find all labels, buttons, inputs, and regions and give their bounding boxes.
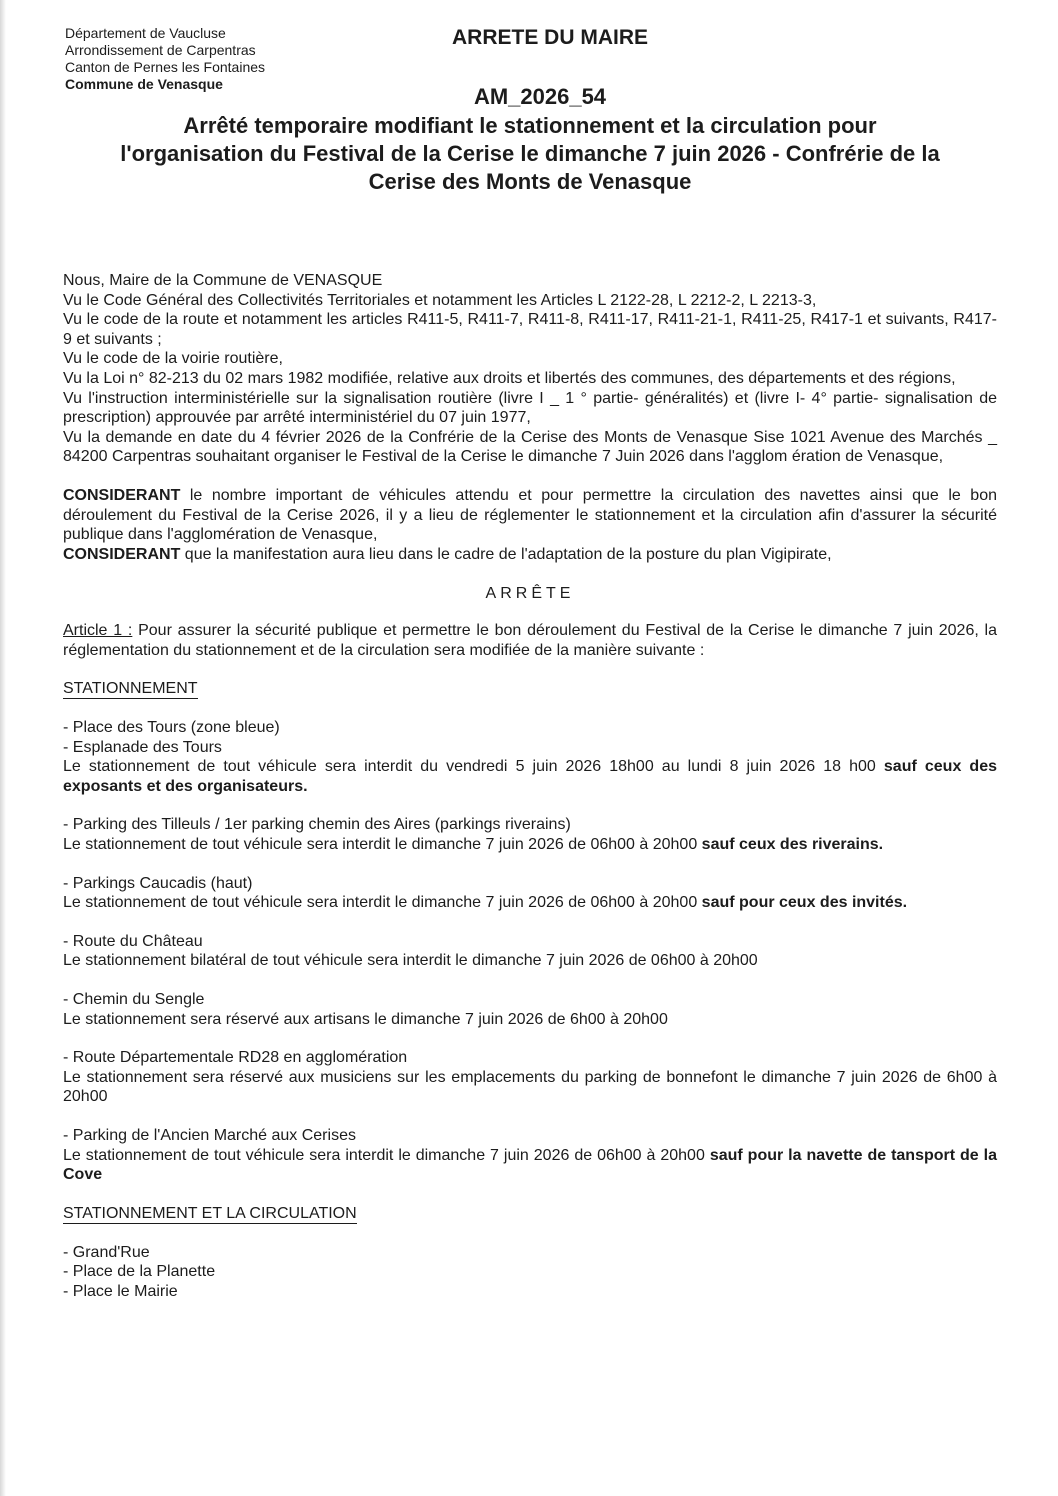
subject-line: Cerise des Monts de Venasque	[368, 169, 692, 194]
preamble-vu-loi: Vu la Loi n° 82-213 du 02 mars 1982 modifiée, relative aux droits et libertés des communes, des départements et des régions,	[63, 369, 956, 387]
arrete-reference: AM_2026_54	[473, 84, 607, 109]
spacer	[63, 660, 997, 679]
rule-text: Le stationnement sera réservé aux musiciens sur les emplacements du parking de bonnefont le dimanche 7 juin 2026 de 6h00 à 20h00	[63, 1068, 997, 1106]
rule-bold: sauf pour la navette de tansport de la Cove	[63, 1146, 998, 1184]
considerant-paragraph	[63, 486, 997, 545]
rule-text: Le stationnement bilatéral de tout véhicule sera interdit le dimanche 7 juin 2026 de 06h00 à 20h00	[63, 952, 758, 970]
rule-bold: sauf ceux des riverains.	[701, 836, 884, 854]
spacer	[63, 1185, 997, 1204]
considerant-label: CONSIDERANT	[63, 486, 181, 504]
stationnement-block	[63, 718, 997, 1185]
preamble-vu-demande: Vu la demande en date du 4 février 2026 de la Confrérie de la Cerise des Monts de Venasque Sise 1021 Avenue des Marchés _ 84200 Carpentras souhaitant organiser le Festival de la Cerise le dimanche 7 Juin 2026 dans l'agglom ération de Venasque,	[63, 428, 997, 466]
preamble-vu-cgct: Vu le Code Général des Collectivités Territoriales et notamment les Articles L 2122-28, L 2212-2, L 2213-3,	[63, 291, 817, 309]
canton-line: Canton de Pernes les Fontaines	[65, 59, 266, 75]
subject-line: l'organisation du Festival de la Cerise le dimanche 7 juin 2026 - Confrérie de la	[120, 141, 940, 166]
section-heading-stationnement: STATIONNEMENT	[63, 680, 198, 698]
rule-text: Le stationnement sera réservé aux artisans le dimanche 7 juin 2026 de 6h00 à 20h00	[63, 1010, 668, 1028]
arrete-heading: ARRÊTE	[485, 585, 575, 603]
spacer	[63, 699, 997, 718]
rule-text	[63, 757, 997, 796]
rule-text	[63, 1146, 997, 1185]
location-item: - Parking de l'Ancien Marché aux Cerises	[63, 1127, 356, 1144]
location-item: - Esplanade des Tours	[63, 738, 222, 756]
location-item: - Route du Château	[63, 932, 203, 950]
considerant-paragraph	[63, 545, 997, 565]
spacer	[63, 1224, 997, 1243]
arrondissement-line: Arrondissement de Carpentras	[65, 42, 256, 58]
document-title: ARRETE DU MAIRE	[451, 26, 648, 49]
preamble-nous: Nous, Maire de la Commune de VENASQUE	[63, 272, 383, 289]
rule-plain: Le stationnement de tout véhicule sera interdit le dimanche 7 juin 2026 de 06h00 à 20h00	[63, 836, 702, 854]
location-item: - Parkings Caucadis (haut)	[63, 874, 253, 892]
scan-edge-shadow	[0, 0, 6, 1496]
spacer	[63, 1107, 997, 1126]
article-1	[63, 621, 997, 660]
spacer	[63, 1029, 997, 1048]
rule-text	[63, 893, 997, 913]
location-item: - Chemin du Sengle	[63, 991, 205, 1009]
administrative-header	[65, 25, 265, 93]
street-item: - Place de la Planette	[63, 1263, 216, 1281]
spacer	[63, 467, 997, 486]
spacer	[63, 855, 997, 874]
section-heading	[63, 679, 997, 699]
location-item: - Parking des Tilleuls / 1er parking chemin des Aires (parkings riverains)	[63, 816, 571, 834]
rule-bold: sauf ceux des exposants et des organisateurs.	[63, 758, 997, 795]
spacer	[63, 796, 997, 815]
location-item: - Route Départementale RD28 en agglomération	[63, 1049, 408, 1067]
article-1-label: Article 1 :	[63, 621, 133, 639]
subject-line: Arrêté temporaire modifiant le stationnement et la circulation pour	[183, 113, 877, 138]
departement-line: Département de Vaucluse	[65, 25, 226, 41]
circulation-block	[63, 1243, 997, 1302]
arrete-subject	[60, 112, 1000, 196]
considerant-label: CONSIDERANT	[63, 545, 181, 563]
location-item: - Place des Tours (zone bleue)	[63, 719, 280, 737]
rule-bold: sauf pour ceux des invités.	[701, 894, 908, 912]
rule-text	[63, 835, 997, 855]
section-heading-stationnement-circulation: STATIONNEMENT ET LA CIRCULATION	[63, 1204, 357, 1222]
considerant-text: que la manifestation aura lieu dans le cadre de l'adaptation de la posture du plan Vigipirate,	[180, 545, 832, 563]
article-1-text: Pour assurer la sécurité publique et permettre le bon déroulement du Festival de la Cerise le dimanche 7 juin 2026, la réglementation du stationnement et de la circulation sera modifiée de la manière suivante :	[63, 621, 998, 659]
rule-plain: Le stationnement de tout véhicule sera interdit le dimanche 7 juin 2026 de 06h00 à 20h00	[63, 894, 702, 912]
rule-plain: Le stationnement de tout véhicule sera interdit le dimanche 7 juin 2026 de 06h00 à 20h00	[63, 1146, 710, 1164]
preamble-vu-instruction: Vu l'instruction interministérielle sur la signalisation routière (livre I _ 1 ° partie- généralités) et (livre I- 4° partie- signalisation de prescription) approuvée par arrêté interministériel du 07 juin 1977,	[63, 389, 997, 427]
street-item: - Place le Mairie	[63, 1282, 178, 1300]
rule-plain: Le stationnement de tout véhicule sera interdit du vendredi 5 juin 2026 18h00 au lundi 8 juin 2026 18 h00	[63, 758, 884, 776]
spacer	[63, 913, 997, 932]
preamble-vu-code-route: Vu le code de la route et notamment les articles R411-5, R411-7, R411-8, R411-17, R411-21-1, R411-25, R417-1 et suivants, R417-9 et suivants ;	[63, 311, 997, 348]
preamble-vu-voirie: Vu le code de la voirie routière,	[63, 350, 283, 368]
street-item: - Grand'Rue	[63, 1243, 150, 1261]
section-heading	[63, 1204, 997, 1224]
spacer	[63, 971, 997, 990]
document-body	[63, 271, 997, 1302]
commune-line: Commune de Venasque	[65, 76, 223, 92]
considerant-text: le nombre important de véhicules attendu et pour permettre la circulation des navettes ainsi que le bon déroulement du Festival de la Cerise 2026, il y a lieu de réglementer le stationnement et la circulation afin d'assurer la sécurité publique dans l'agglomération de Venasque,	[63, 486, 997, 544]
